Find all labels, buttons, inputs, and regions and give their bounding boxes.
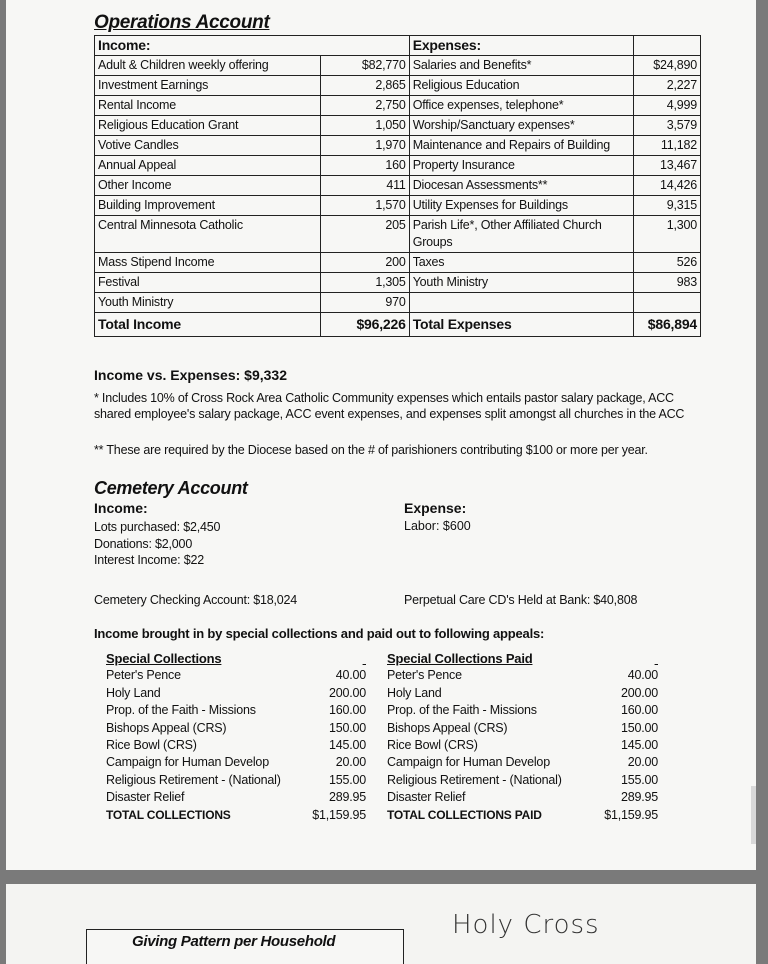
list-item: 155.00 [328,772,366,787]
expenses-header: Expenses: [409,36,633,56]
expense-amount [633,293,700,313]
list-item: Labor: $600 [404,519,471,533]
income-label: Religious Education Grant [95,116,321,136]
cemetery-title: Cemetery Account [94,478,248,498]
list-item: Campaign for Human Develop [106,755,269,770]
income-label: Central Minnesota Catholic [95,216,321,253]
expense-amount: 9,315 [633,196,700,216]
income-amount: 411 [321,176,410,196]
expense-amount: 13,467 [633,156,700,176]
expense-label: Maintenance and Repairs of Building [409,136,633,156]
expense-label: Youth Ministry [409,273,633,293]
expense-amount: 14,426 [633,176,700,196]
table-row [95,116,701,136]
cemetery-income-header: Income: [94,500,148,516]
income-label: Annual Appeal [95,156,321,176]
table-row [95,76,701,96]
list-item: Lots purchased: $2,450 [94,520,221,534]
total-income-label: Total Income [95,313,321,337]
special-collections-title: Income brought in by special collections and paid out to following appeals: [94,626,545,641]
income-label: Other Income [95,176,321,196]
list-item: 20.00 [335,755,366,770]
expense-label: Religious Education [409,76,633,96]
expense-label: Property Insurance [409,156,633,176]
total-income-value: $96,226 [321,313,410,337]
income-vs-expenses: Income vs. Expenses: $9,332 [94,367,287,383]
report-page-2 [6,884,756,964]
income-label: Youth Ministry [95,293,321,313]
list-item: Disaster Relief [387,790,466,805]
report-page-1 [6,0,756,870]
table-row [95,96,701,116]
list-item: Prop. of the Faith - Missions [387,703,537,718]
special-collections-paid-labels [387,650,562,824]
total-expenses-label: Total Expenses [409,313,633,337]
list-item: 150.00 [328,720,366,735]
special-collections-labels [106,650,281,824]
cemetery-expense-header: Expense: [404,500,467,516]
expense-amount: 1,300 [633,216,700,253]
income-amount: 1,970 [321,136,410,156]
table-row [95,273,701,293]
list-item: Prop. of the Faith - Missions [106,703,256,718]
special-collections-paid-amounts [596,650,658,824]
expense-amount: 3,579 [633,116,700,136]
special-collections-amounts [306,650,366,824]
income-amount: 1,050 [321,116,410,136]
cemetery-checking: Cemetery Checking Account: $18,024 [94,593,298,607]
income-amount: 970 [321,293,410,313]
income-amount: 205 [321,216,410,253]
handwritten-note: Holy Cross [452,910,600,940]
operations-title: Operations Account [94,12,270,33]
list-item: 200.00 [620,685,658,700]
list-item: 40.00 [627,668,658,683]
expense-label: Office expenses, telephone* [409,96,633,116]
list-item: Peter's Pence [387,668,462,683]
page-edge-mark [751,786,756,844]
perpetual-care: Perpetual Care CD's Held at Bank: $40,808 [404,593,638,607]
expense-label: Utility Expenses for Buildings [409,196,633,216]
total-collections-paid-value: $1,159.95 [604,807,658,822]
list-item: Peter's Pence [106,668,181,683]
table-row [95,253,701,273]
list-item: 200.00 [328,685,366,700]
list-item: Rice Bowl (CRS) [106,738,197,753]
table-row [95,56,701,76]
expense-amount: $24,890 [633,56,700,76]
list-item: 160.00 [328,703,366,718]
list-item: 145.00 [620,738,658,753]
income-amount: 2,750 [321,96,410,116]
list-item: Holy Land [387,685,442,700]
list-item: 145.00 [328,738,366,753]
income-label: Building Improvement [95,196,321,216]
expense-amount: 11,182 [633,136,700,156]
special-collections-paid-header: Special Collections Paid [387,651,533,666]
table-row [95,216,701,253]
income-amount: 160 [321,156,410,176]
list-item: Bishops Appeal (CRS) [106,720,227,735]
list-item: Religious Retirement - (National) [106,772,281,787]
footnote-2: ** These are required by the Diocese based on the # of parishioners contributing $100 or more per year. [94,443,648,457]
operations-table [94,35,701,337]
income-amount: $82,770 [321,56,410,76]
list-item: Disaster Relief [106,790,185,805]
list-item: 155.00 [620,772,658,787]
cemetery-income-list [94,519,220,569]
list-item: Donations: $2,000 [94,536,193,551]
cemetery-expense-list [404,519,471,533]
list-item: Holy Land [106,685,161,700]
expense-amount: 2,227 [633,76,700,96]
income-label: Votive Candles [95,136,321,156]
list-item: Religious Retirement - (National) [387,772,562,787]
giving-pattern-title: Giving Pattern per Household [132,933,336,950]
expense-label [409,293,633,313]
total-collections-value: $1,159.95 [312,807,366,822]
special-collections-header: Special Collections [106,651,222,666]
list-item: 150.00 [620,720,658,735]
table-row [95,196,701,216]
income-label: Investment Earnings [95,76,321,96]
expense-label: Diocesan Assessments** [409,176,633,196]
list-item: 160.00 [620,703,658,718]
income-header: Income: [95,36,410,56]
table-row [95,156,701,176]
income-label: Mass Stipend Income [95,253,321,273]
footnote-1: * Includes 10% of Cross Rock Area Catholic Community expenses which entails pastor salary package, ACC shared employee's salary package, ACC event expenses, and expenses split amongst all churches in the ACC [94,391,685,421]
table-row [95,293,701,313]
list-item: Bishops Appeal (CRS) [387,720,508,735]
table-row [95,176,701,196]
expense-label: Worship/Sanctuary expenses* [409,116,633,136]
expense-amount: 983 [633,273,700,293]
income-amount: 1,305 [321,273,410,293]
expense-amount: 4,999 [633,96,700,116]
income-amount: 1,570 [321,196,410,216]
income-amount: 2,865 [321,76,410,96]
operations-header-row [95,36,701,56]
income-label: Adult & Children weekly offering [95,56,321,76]
list-item: 289.95 [328,790,366,805]
income-label: Rental Income [95,96,321,116]
list-item: Campaign for Human Develop [387,755,550,770]
list-item: Interest Income: $22 [94,553,204,567]
expense-label: Parish Life*, Other Affiliated Church Groups [409,216,633,253]
total-expenses-value: $86,894 [633,313,700,337]
list-item: 40.00 [335,668,366,683]
table-row [95,136,701,156]
total-collections-label: TOTAL COLLECTIONS [106,807,231,822]
list-item: 289.95 [620,790,658,805]
income-amount: 200 [321,253,410,273]
expense-amount: 526 [633,253,700,273]
income-label: Festival [95,273,321,293]
expense-label: Taxes [409,253,633,273]
totals-row [95,313,701,337]
list-item: Rice Bowl (CRS) [387,738,478,753]
total-collections-paid-label: TOTAL COLLECTIONS PAID [387,807,542,822]
expense-label: Salaries and Benefits* [409,56,633,76]
list-item: 20.00 [627,755,658,770]
